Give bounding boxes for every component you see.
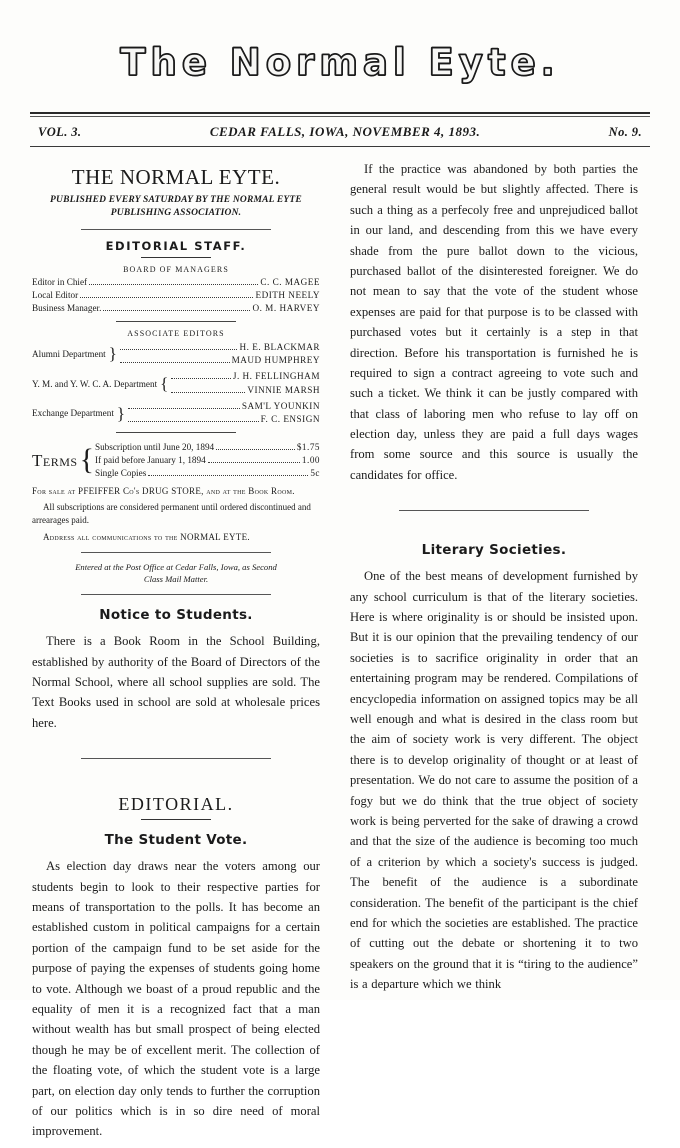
associate-editors-heading: ASSOCIATE EDITORS [127, 328, 225, 338]
editorial-heading: EDITORIAL. [118, 794, 234, 815]
flag-title: THE NORMAL EYTE. [71, 165, 281, 189]
terms-row [95, 454, 320, 467]
literary-societies-heading: Literary Societies. [421, 542, 567, 559]
board-name: EDITH NEELY [255, 289, 320, 300]
associate-names [118, 341, 320, 368]
associate-row [169, 384, 320, 397]
literary-societies-paragraph-1: One of the best means of development furnished by any school curriculum is that of the literary societies. Here is where originality is or should be insisted upon. But it is our opinion that the prevailing tendency of our societies is to sacrifice originality in order that an entertaining program may be rendered. Compilations of encyclopedia information on assigned topics may be all well enough and what is desired in the class room but the aim of society work is very different. The object there is to develop originality of thought or at least of presentation. We do not care to assume the position of a fogy but we do think that the true object of society work is being perverted for the sake of drawing a crowd and that the size of the audience is becoming too much of a criterion by which a society's success is judged. The benefit of the audience is a subordinate consideration. The benefit of the participant is the chief end for which the societies are established. The practice of cutting out the debate or shortening it to two speakers on the ground that it is “tiring to the audience” is a departure which we think [350, 569, 638, 992]
terms-brace-glyph: { [79, 443, 94, 477]
editorial-divider [81, 758, 271, 759]
terms-row [95, 467, 320, 480]
terms-price: 1.00 [301, 455, 320, 466]
board-role: Editor in Chief [32, 276, 88, 287]
column-container [32, 159, 648, 1148]
leader-dots [103, 310, 250, 311]
board-of-managers-list [32, 276, 320, 316]
terms-list [95, 441, 320, 481]
associate-row [126, 413, 320, 426]
board-name: C. C. MAGEE [260, 276, 320, 287]
leader-dots [80, 297, 253, 298]
spacer [350, 520, 638, 530]
staff-divider [141, 257, 211, 258]
entered-divider-top [81, 552, 271, 553]
leader-dots [171, 378, 231, 379]
leader-dots [128, 421, 259, 422]
volume-rule [30, 146, 650, 147]
board-of-managers-heading: BOARD OF MANAGERS [123, 264, 229, 274]
editorial-underline [141, 819, 211, 820]
flag-divider [81, 229, 271, 230]
associate-editors-list [32, 341, 320, 427]
associate-row [118, 354, 320, 367]
left-column [32, 159, 320, 1148]
entered-statement [32, 562, 320, 585]
associate-name: H. E. BLACKMAR [239, 341, 320, 352]
associate-name: F. C. ENSIGN [260, 414, 320, 425]
flag-subtitle-line2: PUBLISHING ASSOCIATION. [110, 207, 242, 218]
associate-name: J. H. FELLINGHAM [232, 371, 320, 382]
literary-societies-divider [399, 510, 589, 511]
leader-dots [89, 284, 258, 285]
board-role: Local Editor [32, 289, 79, 300]
leader-dots [171, 392, 245, 393]
spacer [350, 491, 638, 501]
flag-subtitle-line1: PUBLISHED EVERY SATURDAY BY THE NORMAL EYTE [50, 195, 302, 205]
associate-group [32, 370, 320, 397]
flag-subtitle [32, 194, 320, 220]
spacer [32, 768, 320, 778]
leader-dots [208, 462, 300, 463]
terms-description: Subscription until June 20, 1894 [94, 441, 215, 452]
subscription-note: All subscriptions are considered permanent until ordered discontinued and arrearages paid. [32, 502, 311, 525]
terms-price: $1.75 [296, 441, 320, 452]
associates-divider [116, 432, 236, 433]
terms-description: Single Copies [94, 468, 147, 479]
brace-glyph: } [108, 344, 117, 364]
associate-department: Y. M. and Y. W. C. A. Department [32, 378, 158, 389]
entered-line2: Class Mail Matter. [143, 573, 209, 584]
associate-row [126, 400, 320, 413]
issue-number: No. 9. [608, 125, 642, 139]
student-vote-paragraph-1: As election day draws near the voters among our students begin to look to their respective parties for means of transportation to the polls. It has become an established custom in political campaigns for a certain portion of the campaign fund to be set aside for the purpose of paying the expenses of students going home to vote. Although we boast of a proud republic and the equality of men it is a recognized fact that a man without wealth has but small prospect of being elected though he may be of excellent merit. The collection of the floating vote, of which the student vote is a large part, on election day only tends to further the corruption of our politics which is in so dire need of moral improvement. [32, 859, 320, 1139]
associate-department: Exchange Department [32, 408, 114, 419]
spacer [32, 739, 320, 749]
brace-glyph: { [160, 373, 169, 393]
associate-row [118, 341, 320, 354]
entered-line1: Entered at the Post Office at Cedar Falls, Iowa, as Second [75, 562, 277, 573]
leader-dots [120, 362, 230, 363]
leader-dots [216, 449, 295, 450]
masthead [0, 0, 680, 100]
board-divider [116, 321, 236, 322]
associate-group [32, 341, 320, 368]
terms-description: If paid before January 1, 1894 [94, 455, 206, 466]
sale-note: For sale at PFEIFFER Co's DRUG STORE, and at the Book Room. [32, 485, 295, 496]
editorial-staff-heading: EDITORIAL STAFF. [105, 238, 247, 253]
terms-price: 5c [310, 468, 320, 479]
leader-dots [128, 408, 240, 409]
associate-group [32, 400, 320, 427]
place-and-date: CEDAR FALLS, IOWA, NOVEMBER 4, 1893. [209, 124, 481, 139]
leader-dots [120, 349, 238, 350]
brace-glyph: } [116, 403, 126, 423]
associate-department: Alumni Department [32, 349, 106, 359]
student-vote-paragraph-2: If the practice was abandoned by both parties the general result would be but slightly affected. There is such a thing as a perfecoly free and unprejudiced ballot in our land, and descending from this we have every shade from the pure ballot down to the vicious, purchased ballot of the disinterested foreigner. We do not mean to say that the vote of the student whose expenses are paid for that purpose is to be classed with purchased votes but it certainly is a step in that direction. Before his transportation is furnished he is required to sign a contract agreeing to vote such and such a ticket. We think it can be justly compared with that class of laboring men who refuse to lay off on election day, unless they are paid a full days wages from some source and this source is usually the candidates for office. [350, 162, 638, 482]
volume-line [34, 117, 646, 146]
associate-name: MAUD HUMPHREY [231, 355, 320, 365]
board-row [32, 302, 320, 315]
notice-heading: Notice to Students. [99, 607, 253, 624]
right-column [350, 159, 638, 1148]
leader-dots [148, 475, 308, 476]
board-row [32, 289, 320, 302]
terms-label: Terms [32, 450, 78, 470]
associate-names [169, 370, 320, 397]
volume-number: VOL. 3. [38, 125, 82, 139]
associate-name: VINNIE MARSH [247, 384, 320, 395]
terms-block [32, 441, 320, 481]
board-row [32, 276, 320, 289]
associate-name: SAM'L YOUNKIN [241, 401, 320, 412]
board-role: Business Manager. [32, 303, 102, 314]
associate-names [126, 400, 320, 427]
board-name: O. M. HARVEY [252, 303, 320, 314]
student-vote-heading: The Student Vote. [104, 832, 248, 849]
associate-row [169, 370, 320, 383]
masthead-title: The Normal Eyte. [120, 41, 560, 84]
notice-body: There is a Book Room in the School Building, established by authority of the Board of Directors of the Normal School, where all school supplies are sold. The Text Books used in school are sold at wholesale prices here. [32, 634, 320, 730]
terms-row [95, 441, 320, 454]
entered-divider-bottom [81, 594, 271, 595]
address-note: Address all communications to the NORMAL EYTE. [43, 531, 250, 542]
